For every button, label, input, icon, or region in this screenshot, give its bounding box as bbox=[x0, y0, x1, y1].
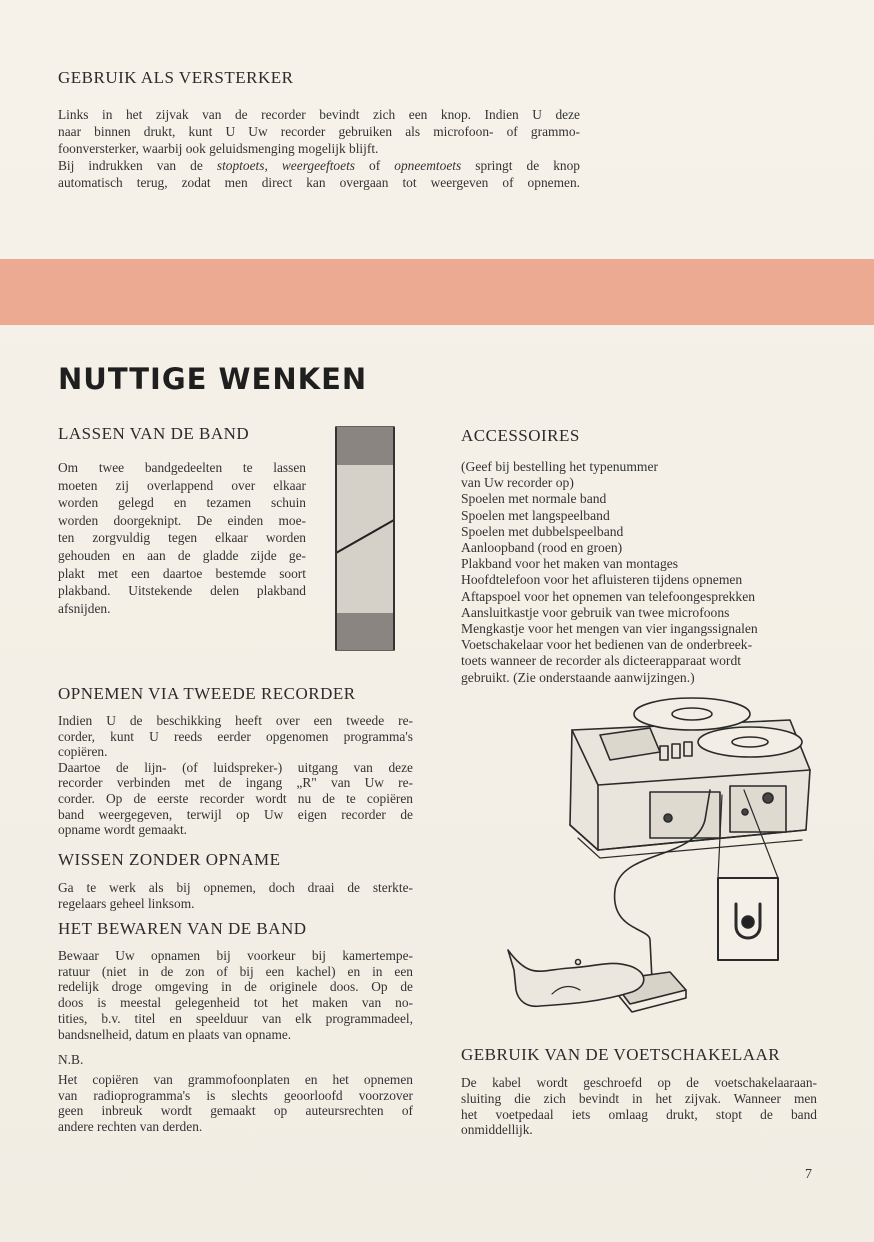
emphasis-record-key: opneemtoets bbox=[394, 158, 462, 173]
nb-text bbox=[58, 1072, 413, 1135]
text-line: gehouden en aan de gladde zijde ge- bbox=[58, 547, 306, 563]
list-item: Hoofdtelefoon voor het afluisteren tijdens opnemen bbox=[461, 572, 743, 588]
opnemen-heading: OPNEMEN VIA TWEEDE RECORDER bbox=[58, 684, 356, 703]
text-line: Het copiëren van grammofoonplaten en het opnemen bbox=[58, 1072, 413, 1087]
text-line: Indien U de beschikking heeft over een tweede re- bbox=[58, 713, 413, 728]
text-line: opname wordt gemaakt. bbox=[58, 822, 188, 838]
wissen-text bbox=[58, 880, 413, 911]
list-item: Aftapspoel voor het opnemen van telefoongesprekken bbox=[461, 588, 756, 604]
list-item: gebruikt. (Zie onderstaande aanwijzingen.) bbox=[461, 669, 695, 685]
text-line: regelaars geheel linksom. bbox=[58, 895, 195, 911]
list-item: Mengkastje voor het mengen van vier ingangssignalen bbox=[461, 621, 758, 637]
text-fragment: Bij indrukken van de bbox=[58, 158, 217, 173]
text-line: ratuur (niet in de zon of bij een kachel) en in een bbox=[58, 963, 413, 979]
text-line: automatisch terug, zodat men direct kan overgaan tot weergeven of opnemen. bbox=[58, 175, 580, 190]
text-line: van radioprogramma's is slechts geoorloofd voorzover bbox=[58, 1087, 413, 1103]
text-line: bandsnelheid, datum en plaats van opname. bbox=[58, 1026, 292, 1042]
text-line: Links in het zijvak van de recorder bevindt zich een knop. Indien U deze bbox=[58, 107, 580, 122]
voetschakelaar-heading: GEBRUIK VAN DE VOETSCHAKELAAR bbox=[461, 1045, 781, 1064]
text-line: Bewaar Uw opnamen bij voorkeur bij kamertempe- bbox=[58, 948, 413, 963]
list-item: Spoelen met normale band bbox=[461, 491, 607, 507]
text-line: worden gelegd en tezamen schuin bbox=[58, 495, 306, 511]
list-item: Spoelen met dubbelspeelband bbox=[461, 523, 624, 539]
wissen-heading: WISSEN ZONDER OPNAME bbox=[58, 850, 281, 869]
voetschakelaar-text bbox=[461, 1075, 817, 1138]
recorder-footswitch-illustration bbox=[500, 690, 820, 1035]
text-line: corder. Op de eerste recorder wordt nu de te copiëren bbox=[58, 790, 413, 806]
text-line-mixed bbox=[58, 157, 580, 174]
text-line: ten zorgvuldig tegen elkaar worden bbox=[58, 530, 306, 546]
list-item: van Uw recorder op) bbox=[461, 475, 574, 491]
text-fragment: of bbox=[355, 158, 395, 173]
list-item: Plakband voor het maken van montages bbox=[461, 556, 679, 572]
bewaren-heading: HET BEWAREN VAN DE BAND bbox=[58, 919, 307, 938]
text-line: De kabel wordt geschroefd op de voetschakelaaraan- bbox=[461, 1075, 817, 1090]
text-line: onmiddellijk. bbox=[461, 1122, 533, 1138]
text-line: redelijk droge omgeving in de originele doos. Op de bbox=[58, 979, 413, 995]
versterker-heading: GEBRUIK ALS VERSTERKER bbox=[58, 68, 294, 87]
text-line: corder, kunt U reeds eerder opgenomen programma's bbox=[58, 728, 413, 744]
list-item: Spoelen met langspeelband bbox=[461, 507, 610, 523]
text-line: doos is meestal gelegenheid tot het maken van no- bbox=[58, 995, 413, 1011]
text-line: plakt met een daartoe bestemde soort bbox=[58, 565, 306, 581]
text-line: plakband. Uitstekende delen plakband bbox=[58, 583, 306, 599]
text-line: worden doorgeknipt. De einden moe- bbox=[58, 512, 306, 528]
text-line: het voetpedaal iets omlaag drukt, stopt de band bbox=[461, 1106, 817, 1122]
text-line: Daartoe de lijn- (of luidspreker-) uitgang van deze bbox=[58, 759, 413, 775]
nb-label: N.B. bbox=[58, 1052, 84, 1067]
text-line: foonversterker, waarbij ook geluidsmenging mogelijk blijft. bbox=[58, 141, 379, 156]
list-item: Aanloopband (rood en groen) bbox=[461, 540, 623, 556]
page-number: 7 bbox=[805, 1167, 812, 1182]
lassen-heading: LASSEN VAN DE BAND bbox=[58, 424, 250, 443]
text-line: naar binnen drukt, kunt U Uw recorder gebruiken als microfoon- of grammo- bbox=[58, 124, 580, 139]
text-line: geen inbreuk wordt gemaakt op auteursrechten of bbox=[58, 1103, 413, 1119]
text-fragment: springt de knop bbox=[461, 158, 580, 173]
list-item: toets wanneer de recorder als dicteerapparaat wordt bbox=[461, 653, 742, 669]
text-line: band weergegeven, terwijl op Uw eigen recorder de bbox=[58, 806, 413, 822]
page-title: NUTTIGE WENKEN bbox=[58, 362, 368, 396]
text-line: afsnijden. bbox=[58, 600, 111, 616]
list-item: Voetschakelaar voor het bedienen van de onderbreek- bbox=[461, 637, 753, 653]
text-line: moeten zij overlappend over elkaar bbox=[58, 477, 306, 493]
text-line: Om twee bandgedeelten te lassen bbox=[58, 460, 306, 475]
tape-splice-illustration bbox=[334, 425, 396, 652]
bewaren-text bbox=[58, 948, 413, 1042]
accessoires-heading: ACCESSOIRES bbox=[461, 426, 580, 445]
text-line: sluiting die zich bevindt in het zijvak. Wanneer men bbox=[461, 1090, 817, 1106]
list-item: Aansluitkastje voor gebruik van twee microfoons bbox=[461, 604, 730, 620]
lassen-text bbox=[58, 459, 306, 617]
emphasis-keys: stoptoets, weergeeftoets bbox=[216, 158, 355, 173]
accessoires-list bbox=[461, 459, 821, 686]
versterker-text bbox=[58, 106, 580, 191]
text-line: recorder verbinden met de ingang „R" van Uw re- bbox=[58, 775, 413, 791]
text-line: tities, b.v. titel en speelduur van elk programmadeel, bbox=[58, 1010, 413, 1026]
opnemen-text bbox=[58, 713, 413, 838]
text-line: copiëren. bbox=[58, 744, 108, 760]
decorative-band bbox=[0, 259, 874, 325]
list-item: (Geef bij bestelling het typenummer bbox=[461, 459, 659, 474]
text-line: Ga te werk als bij opnemen, doch draai de sterkte- bbox=[58, 880, 413, 895]
text-line: andere rechten van derden. bbox=[58, 1119, 203, 1135]
